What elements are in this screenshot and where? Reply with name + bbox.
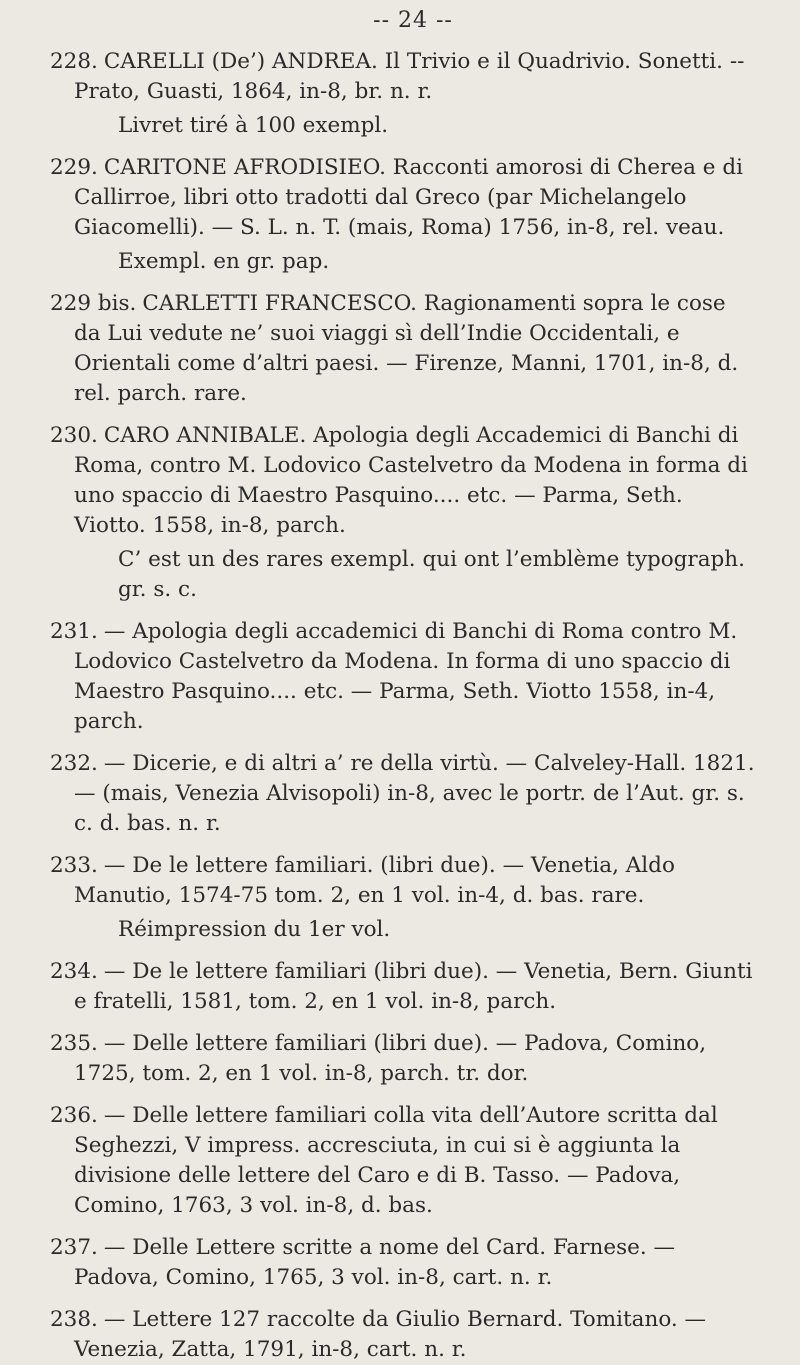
catalogue-entry [50,47,756,141]
entry-note: Exempl. en gr. pap. [118,249,330,274]
entry-number: 229. [50,155,98,180]
entry-text: — Delle lettere familiari colla vita dell’Autore scritta dal Seghezzi, V impress. accresciuta, in cui si è aggiunta la divisione delle lettere del Caro e di B. Tasso. — Padova, Comino, 1763, 3 vol. in-8, d. bas. [74,1103,718,1218]
catalogue-entry [50,749,756,839]
catalogue-entry [50,851,756,945]
entry-text: — Lettere 127 raccolte da Giulio Bernard. Tomitano. — Venezia, Zatta, 1791, in-8, cart. n. r. [74,1307,707,1362]
entry-number: 230. [50,423,98,448]
catalogue-entry [50,289,756,409]
entry-text: — De le lettere familiari (libri due). — Venetia, Bern. Giunti e fratelli, 1581, tom. 2, en 1 vol. in-8, parch. [74,959,753,1014]
entry-number: 233. [50,853,98,878]
entry-text: CARLETTI FRANCESCO. Ragionamenti sopra le cose da Lui vedute ne’ suoi viaggi sì dell’Indie Occidentali, e Orientali come d’altri paesi. — Firenze, Manni, 1701, in-8, d. rel. parch. rare. [74,291,739,406]
catalogue-entry [50,1233,756,1293]
catalogue-entry [50,1101,756,1221]
entry-note: Réimpression du 1er vol. [118,917,391,942]
entry-number: 232. [50,751,98,776]
catalogue-entry [50,1305,756,1365]
catalogue-entry [50,617,756,737]
entry-text: — Delle lettere familiari (libri due). — Padova, Comino, 1725, tom. 2, en 1 vol. in-8, parch. tr. dor. [74,1031,707,1086]
entry-list [50,47,756,1365]
entry-number: 235. [50,1031,98,1056]
entry-number: 236. [50,1103,98,1128]
entry-text: CARITONE AFRODISIEO. Racconti amorosi di Cherea e di Callirroe, libri otto tradotti dal Greco (par Michelangelo Giacomelli). — S. L. n. T. (mais, Roma) 1756, in-8, rel. veau. [74,155,743,240]
entry-number: 238. [50,1307,98,1332]
entry-text: — De le lettere familiari. (libri due). — Venetia, Aldo Manutio, 1574-75 tom. 2, en 1 vol. in-4, d. bas. rare. [74,853,675,908]
page-number: -- 24 -- [373,8,453,33]
entry-text: — Delle Lettere scritte a nome del Card. Farnese. — Padova, Comino, 1765, 3 vol. in-8, cart. n. r. [74,1235,676,1290]
entry-text: — Dicerie, e di altri a’ re della virtù. — Calveley-Hall. 1821. — (mais, Venezia Alvisopoli) in-8, avec le portr. de l’Aut. gr. s. c. d. bas. n. r. [74,751,755,836]
entry-text: CARELLI (De’) ANDREA. Il Trivio e il Quadrivio. Sonetti. -- Prato, Guasti, 1864, in-8, br. n. r. [74,49,745,104]
catalogue-entry [50,957,756,1017]
entry-text: — Apologia degli accademici di Banchi di Roma contro M. Lodovico Castelvetro da Modena. In forma di uno spaccio di Maestro Pasquino.... etc. — Parma, Seth. Viotto 1558, in-4, parch. [74,619,738,734]
entry-number: 228. [50,49,98,74]
entry-number: 231. [50,619,98,644]
entry-note: C’ est un des rares exempl. qui ont l’emblème typograph. gr. s. c. [118,547,745,602]
entry-number: 229 bis. [50,291,137,316]
entry-note: Livret tiré à 100 exempl. [118,113,389,138]
catalogue-entry [50,421,756,605]
entry-number: 237. [50,1235,98,1260]
entry-number: 234. [50,959,98,984]
catalogue-entry [50,153,756,277]
entry-text: CARO ANNIBALE. Apologia degli Accademici di Banchi di Roma, contro M. Lodovico Castelvetro da Modena in forma di uno spaccio di Maestro Pasquino.... etc. — Parma, Seth. Viotto. 1558, in-8, parch. [74,423,748,538]
catalogue-entry [50,1029,756,1089]
